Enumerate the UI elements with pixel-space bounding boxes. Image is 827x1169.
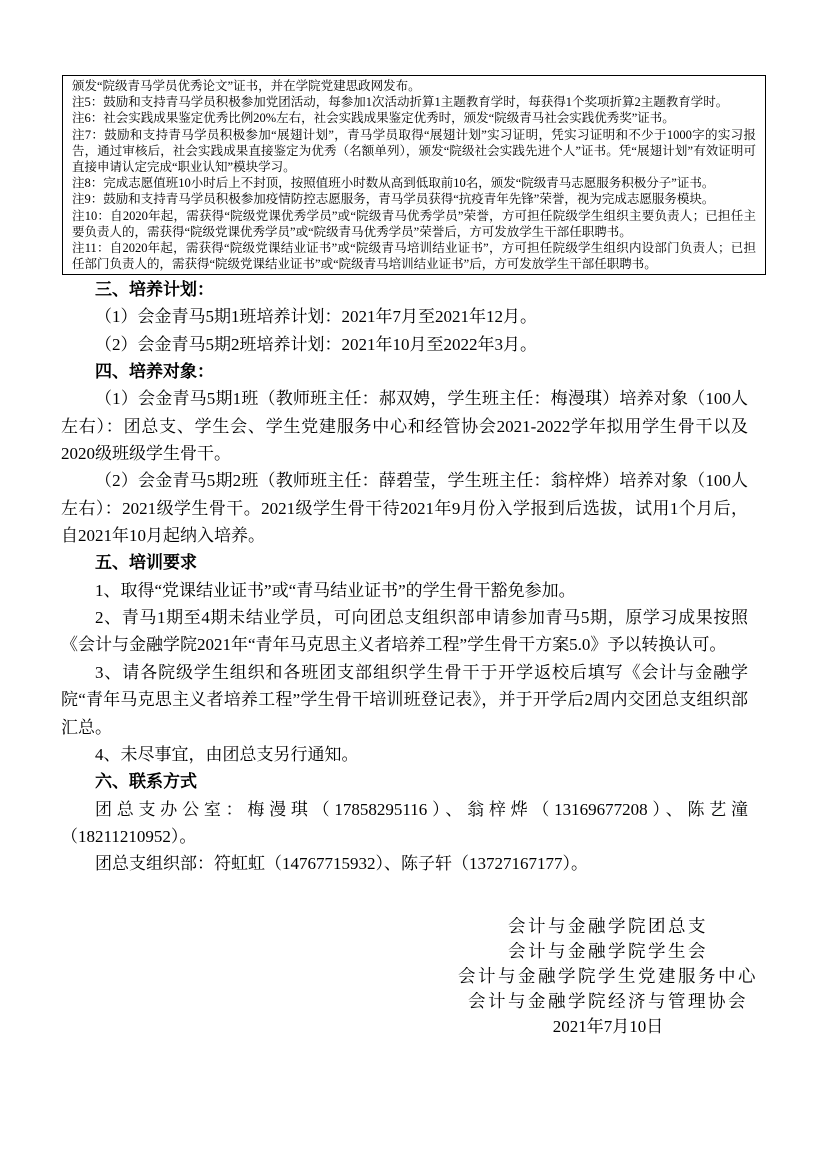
signature-org-student-union: 会计与金融学院学生会 (508, 940, 708, 961)
heading-contact-info: 六、联系方式 (95, 772, 197, 792)
note-continuation: 颁发“院级青马学员优秀论文”证书，并在学院党建思政网发布。 (72, 79, 421, 93)
note-5: 注5：鼓励和支持青马学员积极参加党团活动，每参加1次活动折算1主题教育学时，每获得1个奖项折算2主题教育学时。 (72, 95, 729, 110)
signature-org-party-service-center: 会计与金融学院学生党建服务中心 (458, 965, 758, 986)
para-plan-class1: （1）会金青马5期1班培养计划：2021年7月至2021年12月。 (95, 307, 537, 327)
note-11: 注11：自2020年起，需获得“院级党课结业证书”或“院级青马培训结业证书”，方可担任院级学生组织内设部门负责人；已担任部门负责人的，需获得“院级党课结业证书”或“院级青马培训结业证书”后，方可发放学生干部任职聘书。 (72, 241, 756, 272)
para-plan-class2: （2）会金青马5期2班培养计划：2021年10月至2022年3月。 (95, 334, 537, 354)
para-requirement-1: 1、取得“党课结业证书”或“青马结业证书”的学生骨干豁免参加。 (95, 580, 576, 600)
note-6: 注6：社会实践成果鉴定优秀比例20%左右，社会实践成果鉴定优秀时，颁发“院级青马社会实践优秀奖”证书。 (72, 111, 675, 126)
para-contact-office: 团总支办公室：梅漫琪（17858295116）、翁梓烨（13169677208）、陈艺潼（18211210952）。 (61, 799, 748, 846)
document-body (61, 276, 758, 1039)
notes-box (62, 75, 766, 275)
heading-training-plan: 三、培养计划： (95, 280, 214, 299)
note-8: 注8：完成志愿值班10小时后上不封顶，按照值班小时数从高到低取前10名，颁发“院级青马志愿服务积极分子”证书。 (72, 176, 715, 191)
para-requirement-4: 4、未尽事宜，由团总支另行通知。 (95, 744, 359, 764)
heading-training-targets: 四、培养对象： (95, 362, 214, 382)
note-9: 注9：鼓励和支持青马学员积极参加疫情防控志愿服务，青马学员获得“抗疫青年先锋”荣誉，视为完成志愿服务模块。 (72, 192, 715, 207)
para-target-class2: （2）会金青马5期2班（教师班主任：薛碧莹，学生班主任：翁梓烨）培养对象（100人左右）：2021级学生骨干。2021级学生骨干待2021年9月份入学报到后选拔，试用1个月后，自2021年10月起纳入培养。 (61, 471, 748, 546)
signature-date: 2021年7月10日 (552, 1016, 664, 1036)
signature-org-econ-mgmt-assoc: 会计与金融学院经济与管理协会 (468, 990, 748, 1011)
signature-block (443, 914, 773, 1039)
para-requirement-2: 2、青马1期至4期未结业学员，可向团总支组织部申请参加青马5期，原学习成果按照《会计与金融学院2021年“青年马克思主义者培养工程”学生骨干方案5.0》予以转换认可。 (61, 608, 748, 655)
note-7: 注7：鼓励和支持青马学员积极参加“展翅计划”，青马学员取得“展翅计划”实习证明，凭实习证明和不少于1000字的实习报告，通过审核后，社会实践成果直接鉴定为优秀（名额单列），颁发“院级社会实践先进个人”证书。凭“展翅计划”有效证明可直接申请认定完成“职业认知”模块学习。 (72, 127, 756, 175)
para-contact-org-dept: 团总支组织部：符虹虹（14767715932）、陈子轩（13727167177）。 (95, 854, 588, 874)
para-target-class1: （1）会金青马5期1班（教师班主任：郝双娉，学生班主任：梅漫琪）培养对象（100人左右）：团总支、学生会、学生党建服务中心和经管协会2021-2022学年拟用学生骨干以及2020级班级学生骨干。 (61, 389, 748, 464)
para-requirement-3: 3、请各院级学生组织和各班团支部组织学生骨干于开学返校后填写《会计与金融学院“青年马克思主义者培养工程”学生骨干培训班登记表》，并于开学后2周内交团总支组织部汇总。 (61, 662, 748, 737)
note-10: 注10：自2020年起，需获得“院级党课优秀学员”或“院级青马优秀学员”荣誉，方可担任院级学生组织主要负责人；已担任主要负责人的，需获得“院级党课优秀学员”或“院级青马优秀学员”荣誉后，方可发放学生干部任职聘书。 (72, 208, 756, 239)
heading-training-requirements: 五、培训要求 (95, 553, 197, 573)
signature-org-youth-league: 会计与金融学院团总支 (508, 915, 708, 936)
